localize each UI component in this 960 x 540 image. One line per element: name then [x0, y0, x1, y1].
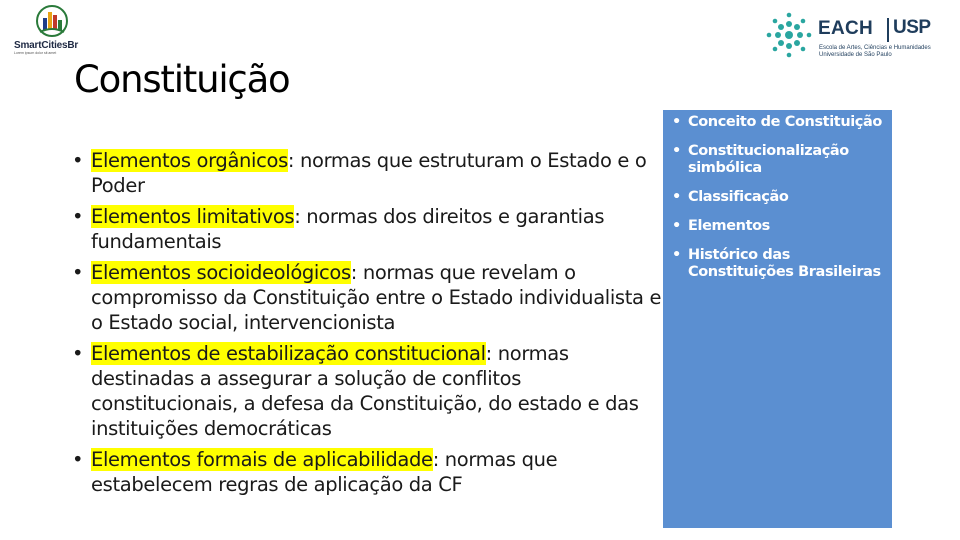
each-emblem-icon	[764, 10, 814, 60]
city-skyline-icon	[32, 4, 72, 38]
each-subtitle	[819, 45, 931, 59]
topic-item-conceito: • Conceito de Constituição	[672, 114, 887, 131]
topic-item-constitucionalizacao: • Constitucionalização simbólica	[672, 143, 887, 177]
list-item	[72, 447, 662, 497]
item-description: : normas que estabelecem regras de aplicação da CF	[91, 448, 558, 496]
highlighted-term: Elementos de estabilização constitucional	[91, 342, 486, 365]
highlighted-term: Elementos limitativos	[91, 205, 295, 228]
each-usp-logo	[762, 8, 952, 64]
topic-item-elementos: • Elementos	[672, 218, 887, 235]
item-description: : normas que estruturam o Estado e o Poder	[91, 149, 647, 197]
topic-item-classificacao: • Classificação	[672, 189, 887, 206]
topic-item-historico: • Histórico das Constituições Brasileiras	[672, 247, 887, 281]
highlighted-term: Elementos socioideológicos	[91, 261, 351, 284]
list-item	[72, 341, 662, 441]
slide-title: Constituição	[74, 58, 290, 101]
list-item	[72, 148, 662, 198]
highlighted-term: Elementos formais de aplicabilidade	[91, 448, 433, 471]
logo-divider	[887, 18, 889, 42]
each-wordmark: EACH	[818, 18, 874, 39]
topics-list	[672, 114, 887, 293]
elements-list	[72, 148, 662, 503]
highlighted-term: Elementos orgânicos	[91, 149, 288, 172]
smartcitiesbr-wordmark: SmartCitiesBr	[14, 40, 79, 51]
item-description: : normas que revelam o compromisso da Constituição entre o Estado individualista e o Estado social, intervencionista	[91, 261, 662, 334]
item-description: : normas dos direitos e garantias fundamentais	[91, 205, 605, 253]
list-item	[72, 260, 662, 335]
smartcitiesbr-tagline: Lorem ipsum dolor sit amet	[14, 51, 57, 55]
each-subtitle-line2: Universidade de São Paulo	[819, 52, 892, 58]
each-subtitle-line1: Escola de Artes, Ciências e Humanidades	[819, 45, 931, 51]
item-description: : normas destinadas a assegurar a solução de conflitos constitucionais, a defesa da Constituição, do estado e das instituições democráticas	[91, 342, 639, 440]
list-item	[72, 204, 662, 254]
usp-wordmark: USP	[893, 17, 931, 38]
smartcitiesbr-logo	[10, 4, 120, 54]
